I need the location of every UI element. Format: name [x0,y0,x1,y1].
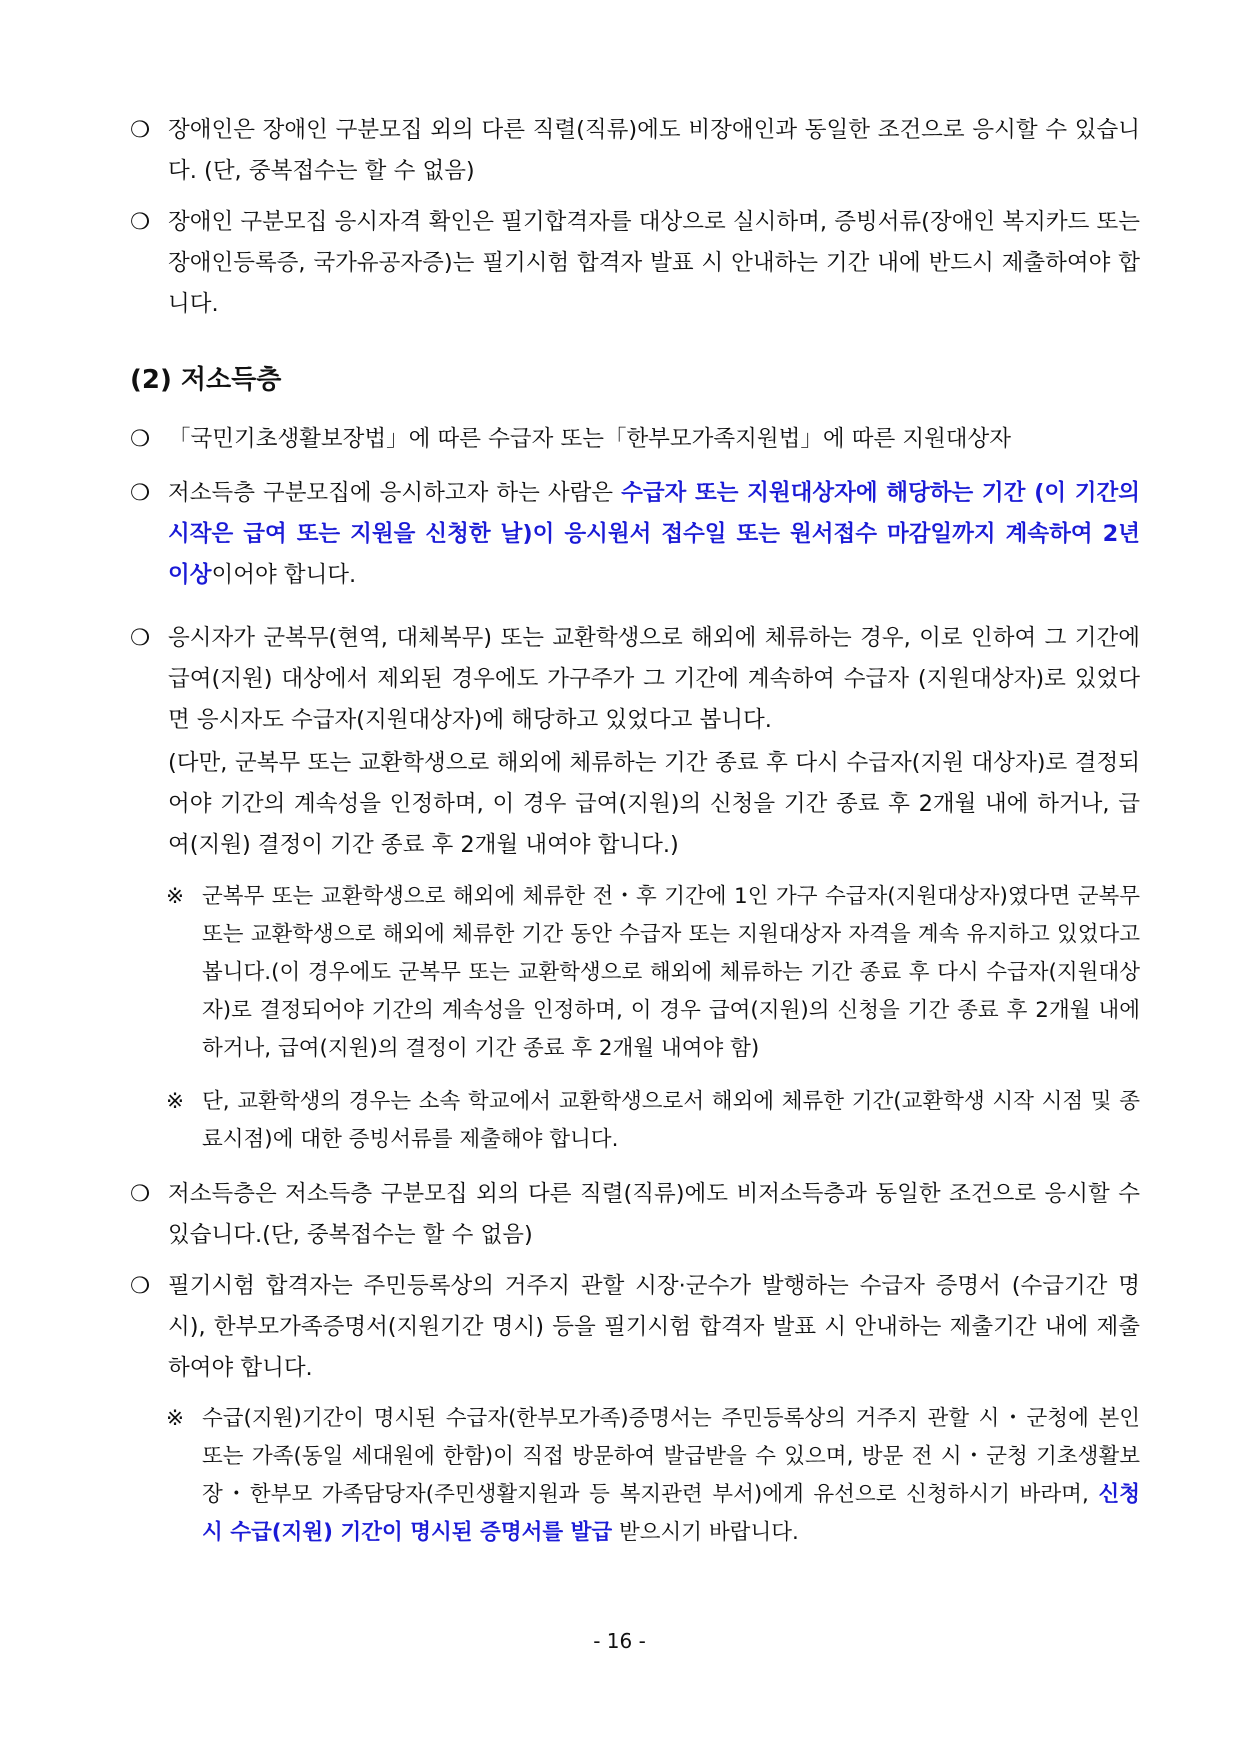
bullet-circle-icon: ❍ [130,1273,151,1299]
bullet-circle-icon: ❍ [130,1181,151,1207]
bullet-circle-icon: ❍ [130,117,151,143]
note-text-prefix: 수급(지원)기간이 명시된 수급자(한부모가족)증명서는 주민등록상의 거주지 관할 시・군청에 본인 또는 가족(동일 세대원에 한함)이 직접 방문하여 발급받을 수 있으며, 방문 전 시・군청 기초생활보장・한부모 가족담당자(주민생활지원과 등 복지관련 부서)에게 유선으로 신청하시기 바라며, [202,1406,1140,1507]
disability-paragraph-2 [130,202,1140,325]
paragraph-text-suffix: 이어야 합니다. [211,562,357,588]
paragraph-text: 응시자가 군복무(현역, 대체복무) 또는 교환학생으로 해외에 체류하는 경우, 이로 인하여 그 기간에 급여(지원) 대상에서 제외된 경우에도 가구주가 그 기간에 계속하여 수급자 (지원대상자)로 있었다면 응시자도 수급자(지원대상자)에 해당하고 있었다고 봅니다. [168,625,1140,733]
paragraph-text: 저소득층은 저소득층 구분모집 외의 다른 직렬(직류)에도 비저소득층과 동일한 조건으로 응시할 수 있습니다.(단, 중복접수는 할 수 없음) [168,1181,1140,1248]
bullet-circle-icon: ❍ [130,625,151,651]
reference-mark-icon: ※ [166,1406,185,1431]
note-text: 군복무 또는 교환학생으로 해외에 체류한 전・후 기간에 1인 가구 수급자(지원대상자)였다면 군복무 또는 교환학생으로 해외에 체류한 기간 동안 수급자 또는 지원대상자 자격을 계속 유지하고 있었다고 봅니다.(이 경우에도 군복무 또는 교환학생으로 해외에 체류하는 기간 종료 후 다시 수급자(지원대상자)로 결정되어야 기간의 계속성을 인정하며, 이 경우 급여(지원)의 신청을 기간 종료 후 2개월 내에 하거나, 급여(지원)의 결정이 기간 종료 후 2개월 내여야 함) [202,884,1140,1061]
disability-paragraph-1 [130,110,1140,192]
highlighted-eligibility-period: 수급자 또는 지원대상자에 해당하는 기간 (이 기간의 시작은 급여 또는 지원을 신청한 날)이 응시원서 접수일 또는 원서접수 마감일까지 계속하여 2년 이상 [168,480,1141,588]
note-text: 단, 교환학생의 경우는 소속 학교에서 교환학생으로서 해외에 체류한 기간(교환학생 시작 시점 및 종료시점)에 대한 증빙서류를 제출해야 합니다. [202,1089,1140,1152]
reference-mark-icon: ※ [166,884,185,909]
note-military-service [166,878,1140,1068]
reference-mark-icon: ※ [166,1089,185,1114]
page-number: - 16 - [593,1629,646,1653]
paragraph-text: (다만, 군복무 또는 교환학생으로 해외에 체류하는 기간 종료 후 다시 수급자(지원 대상자)로 결정되어야 기간의 계속성을 인정하며, 이 경우 급여(지원)의 신청을 기간 종료 후 2개월 내에 하거나, 급여(지원) 결정이 기간 종료 후 2개월 내여야 합니다.) [168,750,1140,858]
low-income-paragraph-5 [130,1266,1140,1389]
low-income-paragraph-1 [130,419,1140,460]
note-certificate-issuance [166,1400,1140,1552]
note-exchange-student [166,1083,1140,1159]
paragraph-text-prefix: 저소득층 구분모집에 응시하고자 하는 사람은 [168,480,622,506]
paragraph-text: 장애인은 장애인 구분모집 외의 다른 직렬(직류)에도 비장애인과 동일한 조건으로 응시할 수 있습니다. (단, 중복접수는 할 수 없음) [168,117,1140,184]
low-income-paragraph-2 [130,473,1140,596]
bullet-circle-icon: ❍ [130,209,151,235]
note-text-suffix: 받으시기 바랍니다. [612,1520,799,1545]
low-income-paragraph-3-continuation [130,743,1140,866]
bullet-circle-icon: ❍ [130,480,151,506]
paragraph-text: 「국민기초생활보장법」에 따른 수급자 또는「한부모가족지원법」에 따른 지원대상자 [168,426,1012,452]
low-income-paragraph-4 [130,1174,1140,1256]
low-income-paragraph-3 [130,618,1140,741]
paragraph-text: 장애인 구분모집 응시자격 확인은 필기합격자를 대상으로 실시하며, 증빙서류(장애인 복지카드 또는 장애인등록증, 국가유공자증)는 필기시험 합격자 발표 시 안내하는 기간 내에 반드시 제출하여야 합니다. [168,209,1140,317]
highlighted-certificate-request: 신청 시 수급(지원) 기간이 명시된 증명서를 발급 [202,1482,1140,1545]
paragraph-text: 필기시험 합격자는 주민등록상의 거주지 관할 시장·군수가 발행하는 수급자 증명서 (수급기간 명시), 한부모가족증명서(지원기간 명시) 등을 필기시험 합격자 발표 시 안내하는 제출기간 내에 제출하여야 합니다. [168,1273,1140,1381]
section-title-low-income: (2) 저소득층 [130,365,282,395]
bullet-circle-icon: ❍ [130,426,151,452]
